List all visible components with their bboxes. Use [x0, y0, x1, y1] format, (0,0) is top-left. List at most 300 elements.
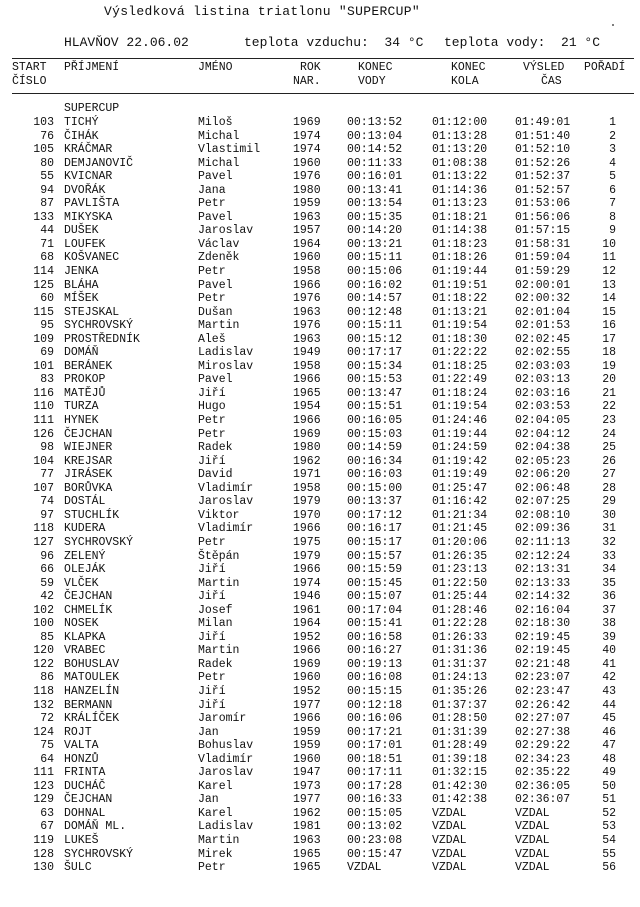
- table-row: [0, 793, 640, 807]
- cell-swim: 00:16:05: [347, 414, 403, 428]
- cell-place: 2: [609, 129, 616, 143]
- cell-year: 1966: [293, 278, 321, 292]
- table-header: [0, 61, 640, 91]
- cell-swim: 00:15:41: [347, 617, 403, 631]
- cell-year: 1980: [293, 183, 321, 197]
- cell-name: Viktor: [198, 508, 240, 522]
- cell-bike: 01:19:44: [432, 427, 488, 441]
- cell-swim: 00:15:51: [347, 400, 403, 414]
- cell-swim: 00:14:52: [347, 143, 403, 157]
- cell-swim: 00:16:01: [347, 170, 403, 184]
- cell-name: Petr: [198, 861, 226, 875]
- cell-start: 111: [33, 414, 54, 428]
- cell-result: 02:11:13: [515, 535, 571, 549]
- cell-year: 1952: [293, 684, 321, 698]
- cell-start: 119: [33, 833, 54, 847]
- cell-year: 1976: [293, 170, 321, 184]
- cell-result: 01:52:10: [515, 143, 571, 157]
- cell-name: Miroslav: [198, 359, 254, 373]
- cell-year: 1979: [293, 549, 321, 563]
- cell-year: 1969: [293, 116, 321, 129]
- cell-start: 130: [33, 861, 54, 875]
- cell-start: 118: [33, 684, 54, 698]
- cell-result: 02:16:04: [515, 603, 571, 617]
- cell-year: 1965: [293, 847, 321, 861]
- table-row: [0, 441, 640, 455]
- cell-swim: 00:17:21: [347, 725, 403, 739]
- cell-start: 55: [40, 170, 54, 184]
- cell-swim: 00:15:34: [347, 359, 403, 373]
- cell-start: 105: [33, 143, 54, 157]
- cell-start: 96: [40, 549, 54, 563]
- cell-name: Martin: [198, 576, 240, 590]
- cell-bike: 01:24:59: [432, 441, 488, 455]
- cell-swim: 00:17:04: [347, 603, 403, 617]
- cell-surname: SYCHROVSKÝ: [64, 535, 134, 549]
- cell-result: VZDAL: [515, 820, 550, 834]
- header-place: POŘADÍ: [584, 61, 626, 74]
- cell-surname: WIEJNER: [64, 441, 113, 455]
- cell-start: 103: [33, 116, 54, 129]
- cell-start: 123: [33, 779, 54, 793]
- cell-bike: 01:24:13: [432, 671, 488, 685]
- cell-start: 100: [33, 617, 54, 631]
- cell-place: 54: [602, 833, 616, 847]
- cell-start: 68: [40, 251, 54, 265]
- cell-start: 115: [33, 305, 54, 319]
- cell-result: 01:49:01: [515, 116, 571, 129]
- cell-swim: 00:14:59: [347, 441, 403, 455]
- cell-year: 1958: [293, 481, 321, 495]
- cell-name: Josef: [198, 603, 233, 617]
- cell-name: Zdeněk: [198, 251, 240, 265]
- header-result-1: VÝSLED: [523, 61, 565, 74]
- cell-name: David: [198, 468, 233, 482]
- cell-year: 1966: [293, 712, 321, 726]
- cell-result: 02:01:53: [515, 319, 571, 333]
- header-bike-1: KONEC: [451, 61, 486, 74]
- cell-year: 1949: [293, 346, 321, 360]
- cell-result: 02:03:53: [515, 400, 571, 414]
- table-row: [0, 563, 640, 577]
- cell-year: 1965: [293, 386, 321, 400]
- cell-bike: 01:32:15: [432, 766, 488, 780]
- cell-bike: 01:42:38: [432, 793, 488, 807]
- header-result-2: ČAS: [541, 75, 562, 88]
- cell-place: 3: [609, 143, 616, 157]
- cell-surname: ČEJCHAN: [64, 427, 113, 441]
- cell-place: 44: [602, 698, 616, 712]
- cell-swim: 00:15:11: [347, 251, 403, 265]
- cell-result: 02:09:36: [515, 522, 571, 536]
- cell-place: 13: [602, 278, 616, 292]
- table-row: [0, 306, 640, 320]
- cell-bike: 01:31:39: [432, 725, 488, 739]
- table-row: [0, 739, 640, 753]
- cell-start: 132: [33, 698, 54, 712]
- cell-swim: 00:17:28: [347, 779, 403, 793]
- cell-result: 02:13:33: [515, 576, 571, 590]
- cell-year: 1962: [293, 806, 321, 820]
- cell-year: 1946: [293, 590, 321, 604]
- cell-start: 118: [33, 522, 54, 536]
- cell-surname: LOUFEK: [64, 237, 106, 251]
- cell-swim: 00:16:27: [347, 644, 403, 658]
- cell-start: 107: [33, 481, 54, 495]
- cell-place: 21: [602, 386, 616, 400]
- cell-start: 97: [40, 508, 54, 522]
- header-year-1: ROK: [300, 61, 321, 74]
- cell-bike: 01:18:21: [432, 210, 488, 224]
- table-row: [0, 726, 640, 740]
- table-row: [0, 184, 640, 198]
- cell-start: 74: [40, 495, 54, 509]
- cell-name: Martin: [198, 644, 240, 658]
- table-row: [0, 387, 640, 401]
- cell-result: 02:07:25: [515, 495, 571, 509]
- cell-bike: 01:39:18: [432, 752, 488, 766]
- cell-place: 34: [602, 563, 616, 577]
- cell-year: 1971: [293, 468, 321, 482]
- cell-swim: 00:12:48: [347, 305, 403, 319]
- cell-year: 1965: [293, 861, 321, 875]
- cell-name: Jiří: [198, 684, 226, 698]
- cell-swim: 00:15:47: [347, 847, 403, 861]
- cell-bike: 01:31:36: [432, 644, 488, 658]
- cell-swim: 00:15:17: [347, 535, 403, 549]
- cell-year: 1964: [293, 617, 321, 631]
- cell-swim: 00:15:45: [347, 576, 403, 590]
- table-row: [0, 848, 640, 862]
- cell-place: 17: [602, 332, 616, 346]
- scan-speck: [612, 24, 614, 26]
- cell-name: Mirek: [198, 847, 233, 861]
- cell-result: 02:14:32: [515, 590, 571, 604]
- cell-surname: DUCHÁČ: [64, 779, 106, 793]
- table-row: [0, 658, 640, 672]
- cell-result: 02:18:30: [515, 617, 571, 631]
- cell-bike: VZDAL: [432, 806, 467, 820]
- cell-bike: 01:14:36: [432, 183, 488, 197]
- cell-place: 33: [602, 549, 616, 563]
- cell-year: 1959: [293, 197, 321, 211]
- cell-swim: 00:16:33: [347, 793, 403, 807]
- table-row: [0, 807, 640, 821]
- cell-place: 38: [602, 617, 616, 631]
- table-row: [0, 699, 640, 713]
- cell-surname: HANZELÍN: [64, 684, 120, 698]
- cell-year: 1979: [293, 495, 321, 509]
- cell-swim: 00:13:41: [347, 183, 403, 197]
- cell-result: 02:02:45: [515, 332, 571, 346]
- cell-surname: BOHUSLAV: [64, 657, 120, 671]
- header-start-1: START: [12, 61, 47, 74]
- cell-surname: DVOŘÁK: [64, 183, 106, 197]
- cell-bike: 01:19:49: [432, 468, 488, 482]
- cell-start: 87: [40, 197, 54, 211]
- cell-surname: BLÁHA: [64, 278, 99, 292]
- cell-name: Jaromír: [198, 712, 247, 726]
- table-row: [0, 428, 640, 442]
- cell-swim: 00:12:18: [347, 698, 403, 712]
- table-row: [0, 780, 640, 794]
- cell-name: Michal: [198, 129, 240, 143]
- cell-bike: 01:08:38: [432, 156, 488, 170]
- cell-bike: 01:13:20: [432, 143, 488, 157]
- document-title: Výsledková listina triatlonu "SUPERCUP": [104, 4, 420, 19]
- cell-result: 02:35:22: [515, 766, 571, 780]
- cell-surname: TURZA: [64, 400, 99, 414]
- table-row: [0, 400, 640, 414]
- cell-result: 01:58:31: [515, 237, 571, 251]
- cell-result: 02:08:10: [515, 508, 571, 522]
- cell-swim: 00:15:35: [347, 210, 403, 224]
- cell-start: 60: [40, 292, 54, 306]
- cell-start: 85: [40, 630, 54, 644]
- table-row: [0, 333, 640, 347]
- cell-year: 1963: [293, 210, 321, 224]
- cell-name: Jiří: [198, 454, 226, 468]
- cell-start: 125: [33, 278, 54, 292]
- cell-surname: PROSTŘEDNÍK: [64, 332, 140, 346]
- cell-name: Václav: [198, 237, 240, 251]
- cell-place: 26: [602, 454, 616, 468]
- cell-surname: STEJSKAL: [64, 305, 120, 319]
- cell-start: 76: [40, 129, 54, 143]
- cell-swim: 00:17:01: [347, 739, 403, 753]
- cell-name: Dušan: [198, 305, 233, 319]
- cell-swim: 00:15:07: [347, 590, 403, 604]
- cell-result: 02:29:22: [515, 739, 571, 753]
- cell-name: Karel: [198, 806, 233, 820]
- cell-name: Aleš: [198, 332, 226, 346]
- cell-result: 02:13:31: [515, 563, 571, 577]
- table-row: [0, 753, 640, 767]
- table-row: [0, 617, 640, 631]
- cell-name: Hugo: [198, 400, 226, 414]
- table-row: [0, 590, 640, 604]
- cell-bike: 01:37:37: [432, 698, 488, 712]
- cell-name: Bohuslav: [198, 739, 254, 753]
- cell-start: 110: [33, 400, 54, 414]
- section-label: SUPERCUP: [64, 102, 120, 115]
- table-row: [0, 455, 640, 469]
- cell-bike: 01:25:44: [432, 590, 488, 604]
- cell-place: 8: [609, 210, 616, 224]
- cell-year: 1964: [293, 237, 321, 251]
- cell-start: 42: [40, 590, 54, 604]
- cell-swim: 00:17:12: [347, 508, 403, 522]
- cell-result: 01:57:15: [515, 224, 571, 238]
- cell-name: Petr: [198, 197, 226, 211]
- cell-place: 22: [602, 400, 616, 414]
- cell-bike: 01:22:28: [432, 617, 488, 631]
- table-row: [0, 522, 640, 536]
- cell-name: Štěpán: [198, 549, 240, 563]
- cell-surname: VLČEK: [64, 576, 99, 590]
- cell-place: 27: [602, 468, 616, 482]
- cell-surname: FRINTA: [64, 766, 106, 780]
- cell-result: 02:19:45: [515, 630, 571, 644]
- cell-place: 45: [602, 712, 616, 726]
- cell-name: Petr: [198, 414, 226, 428]
- cell-name: Pavel: [198, 278, 233, 292]
- cell-swim: 00:16:34: [347, 454, 403, 468]
- cell-result: 02:06:48: [515, 481, 571, 495]
- table-row: [0, 861, 640, 875]
- cell-result: 02:00:32: [515, 292, 571, 306]
- cell-swim: 00:17:11: [347, 766, 403, 780]
- cell-name: Jaroslav: [198, 766, 254, 780]
- cell-bike: 01:28:49: [432, 739, 488, 753]
- cell-bike: 01:22:22: [432, 346, 488, 360]
- cell-place: 10: [602, 237, 616, 251]
- cell-surname: DUŠEK: [64, 224, 99, 238]
- cell-name: Ladislav: [198, 346, 254, 360]
- cell-result: VZDAL: [515, 833, 550, 847]
- cell-start: 104: [33, 454, 54, 468]
- cell-bike: 01:20:06: [432, 535, 488, 549]
- cell-result: 01:52:26: [515, 156, 571, 170]
- cell-result: 02:27:07: [515, 712, 571, 726]
- cell-start: 109: [33, 332, 54, 346]
- cell-swim: 00:13:21: [347, 237, 403, 251]
- cell-swim: 00:16:58: [347, 630, 403, 644]
- cell-place: 29: [602, 495, 616, 509]
- table-row: [0, 346, 640, 360]
- cell-surname: STUCHLÍK: [64, 508, 120, 522]
- cell-place: 31: [602, 522, 616, 536]
- cell-surname: PAVLIŠTA: [64, 197, 120, 211]
- cell-result: 02:05:23: [515, 454, 571, 468]
- cell-name: Pavel: [198, 170, 233, 184]
- header-bike-2: KOLA: [451, 75, 479, 88]
- table-row: [0, 170, 640, 184]
- water-temperature: teplota vody: 21 °C: [444, 35, 601, 50]
- cell-surname: KUDERA: [64, 522, 106, 536]
- cell-year: 1963: [293, 833, 321, 847]
- cell-place: 24: [602, 427, 616, 441]
- cell-result: 01:53:06: [515, 197, 571, 211]
- cell-place: 47: [602, 739, 616, 753]
- cell-year: 1974: [293, 129, 321, 143]
- cell-name: Milan: [198, 617, 233, 631]
- table-row: [0, 265, 640, 279]
- cell-start: 126: [33, 427, 54, 441]
- cell-surname: MATĚJŮ: [64, 386, 106, 400]
- cell-swim: 00:15:06: [347, 265, 403, 279]
- cell-place: 20: [602, 373, 616, 387]
- cell-name: Petr: [198, 535, 226, 549]
- cell-place: 48: [602, 752, 616, 766]
- cell-start: 98: [40, 441, 54, 455]
- cell-bike: 01:13:21: [432, 305, 488, 319]
- cell-name: Vlastimil: [198, 143, 261, 157]
- cell-year: 1959: [293, 725, 321, 739]
- header-year-2: NAR.: [293, 75, 321, 88]
- cell-bike: 01:19:54: [432, 319, 488, 333]
- header-top-rule: [12, 58, 634, 59]
- cell-result: 02:04:05: [515, 414, 571, 428]
- cell-place: 55: [602, 847, 616, 861]
- cell-year: 1960: [293, 752, 321, 766]
- cell-start: 64: [40, 752, 54, 766]
- cell-year: 1960: [293, 156, 321, 170]
- cell-surname: KOŠVANEC: [64, 251, 120, 265]
- cell-bike: 01:19:54: [432, 400, 488, 414]
- cell-result: 02:23:07: [515, 671, 571, 685]
- cell-year: 1966: [293, 563, 321, 577]
- cell-bike: VZDAL: [432, 861, 467, 875]
- cell-start: 83: [40, 373, 54, 387]
- cell-name: Pavel: [198, 373, 233, 387]
- table-row: [0, 495, 640, 509]
- cell-place: 46: [602, 725, 616, 739]
- cell-place: 42: [602, 671, 616, 685]
- table-row: [0, 130, 640, 144]
- cell-place: 37: [602, 603, 616, 617]
- table-row: [0, 116, 640, 130]
- cell-surname: PROKOP: [64, 373, 106, 387]
- cell-surname: CHMELÍK: [64, 603, 113, 617]
- cell-swim: 00:18:51: [347, 752, 403, 766]
- cell-surname: BERÁNEK: [64, 359, 113, 373]
- cell-start: 129: [33, 793, 54, 807]
- cell-surname: DOSTÁL: [64, 495, 106, 509]
- results-table: [0, 116, 640, 875]
- cell-surname: OLEJÁK: [64, 563, 106, 577]
- cell-place: 56: [602, 861, 616, 875]
- table-row: [0, 766, 640, 780]
- cell-bike: 01:22:49: [432, 373, 488, 387]
- table-row: [0, 157, 640, 171]
- cell-swim: 00:23:08: [347, 833, 403, 847]
- cell-name: Ladislav: [198, 820, 254, 834]
- cell-start: 59: [40, 576, 54, 590]
- cell-place: 11: [602, 251, 616, 265]
- cell-swim: 00:13:02: [347, 820, 403, 834]
- header-start-2: ČÍSLO: [12, 75, 47, 88]
- cell-swim: 00:16:06: [347, 712, 403, 726]
- cell-start: 44: [40, 224, 54, 238]
- cell-year: 1975: [293, 535, 321, 549]
- cell-surname: MIKYSKA: [64, 210, 113, 224]
- cell-year: 1977: [293, 698, 321, 712]
- cell-name: Radek: [198, 657, 233, 671]
- cell-result: 01:52:37: [515, 170, 571, 184]
- cell-result: 02:00:01: [515, 278, 571, 292]
- table-row: [0, 224, 640, 238]
- cell-result: 02:03:13: [515, 373, 571, 387]
- cell-year: 1954: [293, 400, 321, 414]
- cell-swim: 00:15:05: [347, 806, 403, 820]
- cell-start: 124: [33, 725, 54, 739]
- cell-result: 02:19:45: [515, 644, 571, 658]
- cell-surname: KLAPKA: [64, 630, 106, 644]
- cell-swim: 00:15:11: [347, 319, 403, 333]
- cell-start: 75: [40, 739, 54, 753]
- table-row: [0, 251, 640, 265]
- cell-result: 02:23:47: [515, 684, 571, 698]
- cell-place: 6: [609, 183, 616, 197]
- header-swim-2: VODY: [358, 75, 386, 88]
- cell-name: Martin: [198, 319, 240, 333]
- table-row: [0, 644, 640, 658]
- cell-place: 49: [602, 766, 616, 780]
- cell-surname: SYCHROVSKÝ: [64, 847, 134, 861]
- table-row: [0, 211, 640, 225]
- cell-place: 1: [609, 116, 616, 129]
